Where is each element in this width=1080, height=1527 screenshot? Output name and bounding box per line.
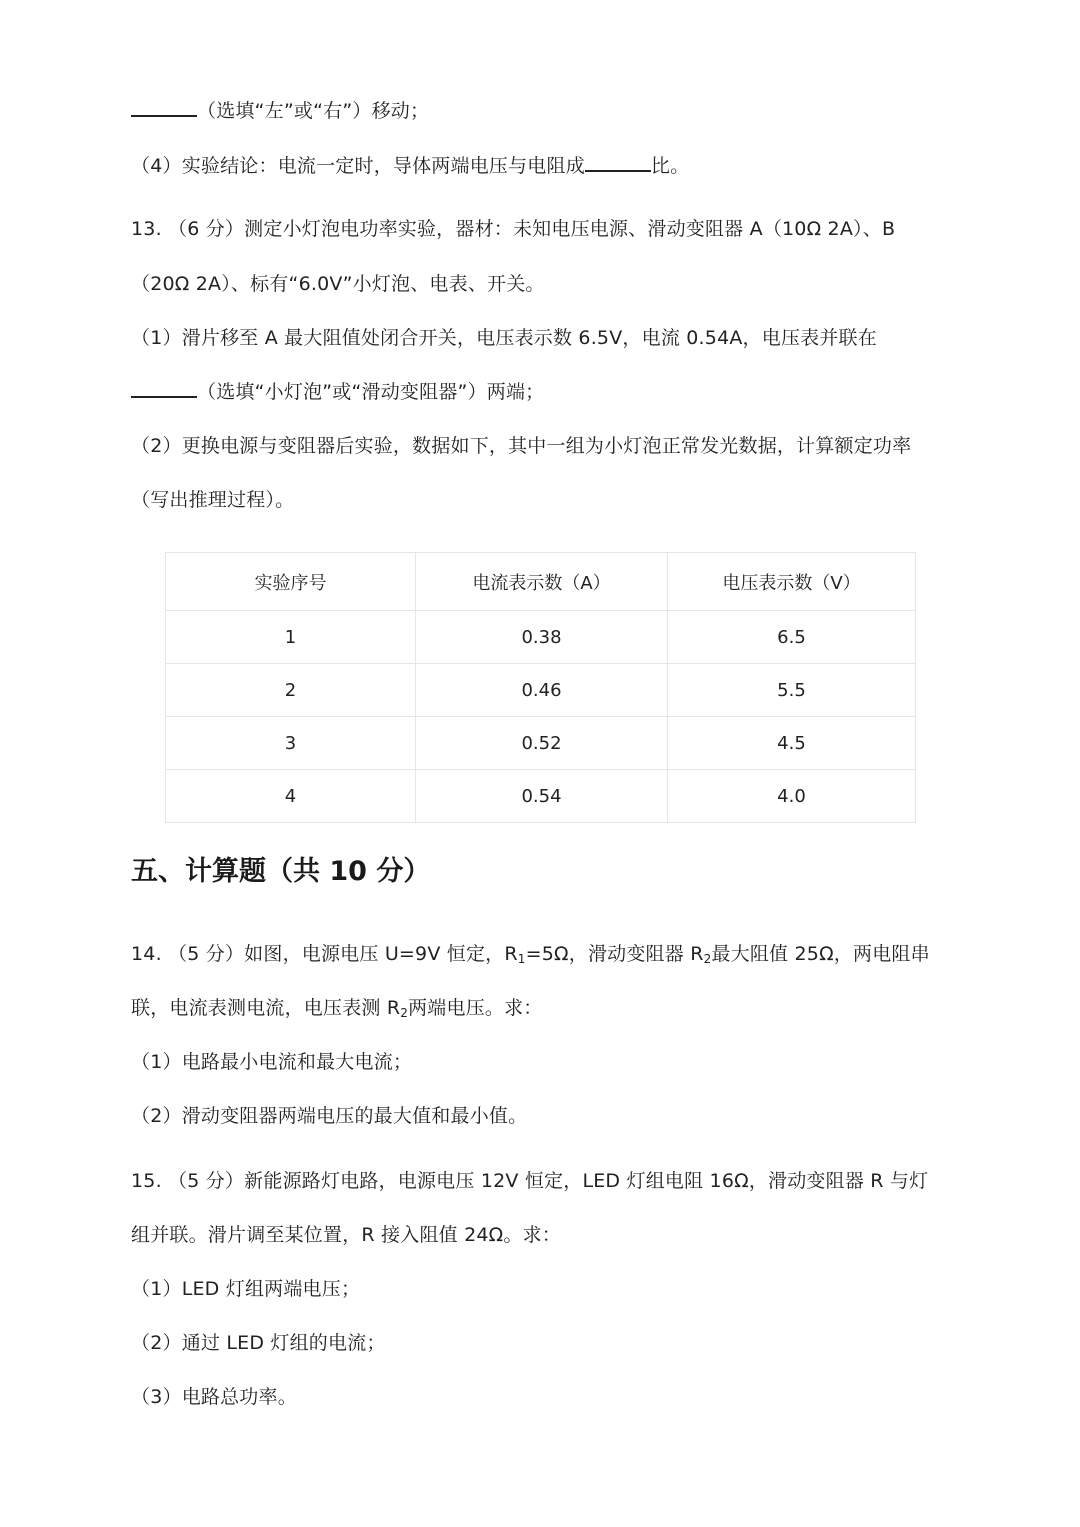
q12-line-b-pre: （4）实验结论：电流一定时，导体两端电压与电阻成 xyxy=(131,155,585,177)
table-row xyxy=(166,717,916,770)
table-header: 电压表示数（V） xyxy=(668,553,916,611)
q15-line-4: （2）通过 LED 灯组的电流； xyxy=(131,1332,386,1354)
q14-line-4: （2）滑动变阻器两端电压的最大值和最小值。 xyxy=(131,1105,528,1127)
q14-text: 两端电压。求： xyxy=(408,997,543,1019)
q12-blank-line xyxy=(131,97,429,125)
q14-line-2 xyxy=(131,994,543,1027)
q13-line-6: （写出推理过程）。 xyxy=(131,489,295,511)
table-header: 电流表示数（A） xyxy=(416,553,668,611)
table-header: 实验序号 xyxy=(166,553,416,611)
subscript: 1 xyxy=(517,952,526,966)
table-cell: 6.5 xyxy=(668,611,916,664)
table-row xyxy=(166,770,916,823)
q14-line-3: （1）电路最小电流和最大电流； xyxy=(131,1051,413,1073)
answer-blank xyxy=(131,97,197,117)
table-cell: 2 xyxy=(166,664,416,717)
answer-blank xyxy=(131,378,197,398)
table-row xyxy=(166,664,916,717)
table-cell: 4.0 xyxy=(668,770,916,823)
q14-line-1 xyxy=(131,940,930,973)
q14-text: 最大阻值 25Ω，两电阻串 xyxy=(711,943,930,965)
answer-blank xyxy=(585,152,651,172)
q13-line-3: （1）滑片移至 A 最大阻值处闭合开关，电压表示数 6.5V，电流 0.54A，电压表并联在 xyxy=(131,327,877,349)
q12-line-b-post: 比。 xyxy=(650,155,690,177)
q13-line-4: （选填“小灯泡”或“滑动变阻器”）两端； xyxy=(197,381,545,403)
table-cell: 1 xyxy=(166,611,416,664)
subscript: 2 xyxy=(400,1006,409,1020)
q14-text: =5Ω，滑动变阻器 R xyxy=(525,943,704,965)
subscript: 2 xyxy=(703,952,712,966)
q14-text: 联，电流表测电流，电压表测 R xyxy=(131,997,401,1019)
table-cell: 0.38 xyxy=(416,611,668,664)
table-row xyxy=(166,611,916,664)
q13-line-1: 13. （6 分）测定小灯泡电功率实验，器材：未知电压电源、滑动变阻器 A（10Ω 2A）、B xyxy=(131,218,896,240)
q13-line-4-wrap xyxy=(131,378,544,406)
q14-text: 14. （5 分）如图，电源电压 U=9V 恒定，R xyxy=(131,943,518,965)
table-cell: 4 xyxy=(166,770,416,823)
table-cell: 3 xyxy=(166,717,416,770)
q12-conclusion-line xyxy=(131,152,689,180)
q13-line-2: （20Ω 2A）、标有“6.0V”小灯泡、电表、开关。 xyxy=(131,273,545,295)
q15-line-3: （1）LED 灯组两端电压； xyxy=(131,1278,361,1300)
table-cell: 0.54 xyxy=(416,770,668,823)
q15-line-2: 组并联。滑片调至某位置，R 接入阻值 24Ω。求： xyxy=(131,1224,561,1246)
experiment-data-table xyxy=(165,552,916,823)
table-cell: 4.5 xyxy=(668,717,916,770)
q13-line-5: （2）更换电源与变阻器后实验，数据如下，其中一组为小灯泡正常发光数据，计算额定功率 xyxy=(131,435,912,457)
table-cell: 0.52 xyxy=(416,717,668,770)
section-heading: 五、计算题（共 10 分） xyxy=(131,856,431,887)
table-cell: 5.5 xyxy=(668,664,916,717)
q15-line-1: 15. （5 分）新能源路灯电路，电源电压 12V 恒定，LED 灯组电阻 16Ω，滑动变阻器 R 与灯 xyxy=(131,1170,929,1192)
table-header-row xyxy=(166,553,916,611)
table-cell: 0.46 xyxy=(416,664,668,717)
q12-line-a: （选填“左”或“右”）移动； xyxy=(197,100,430,122)
q15-line-5: （3）电路总功率。 xyxy=(131,1386,297,1408)
